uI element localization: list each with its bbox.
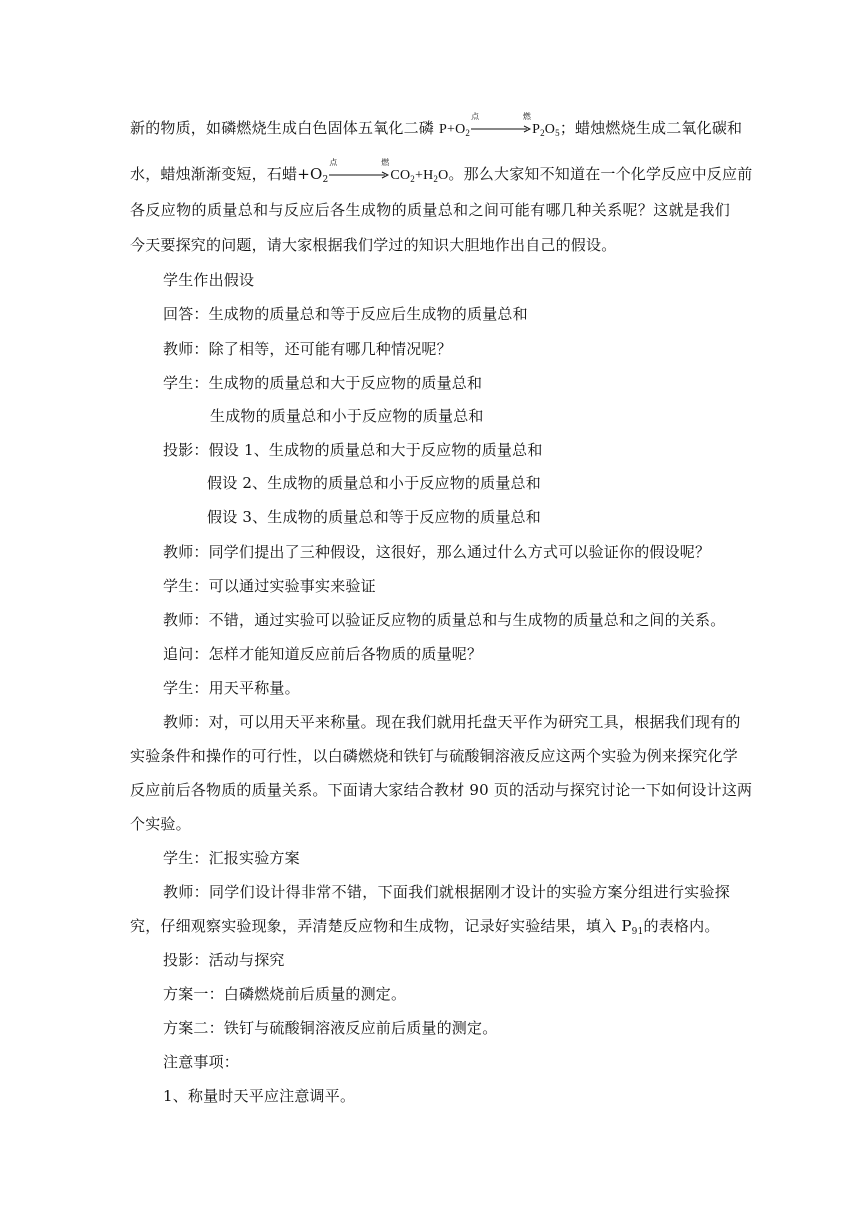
text-line: 今天要探究的问题，请大家根据我们学过的知识大胆地作出自己的假设。 [130, 236, 617, 254]
text-line: 投影：活动与探究 [163, 951, 285, 969]
text-segment: 水，蜡烛渐渐变短，石蜡+O [130, 165, 323, 183]
text-line: 追问：怎样才能知道反应前后各物质的质量呢？ [163, 645, 483, 663]
text-line: 反应前后各物质的质量关系。下面请大家结合教材 90 页的活动与探究讨论一下如何设计这两 [130, 781, 753, 799]
text-line: 方案一：白磷燃烧前后质量的测定。 [163, 985, 407, 1003]
arrow-icon [471, 125, 531, 133]
arrow-icon [329, 171, 389, 179]
text-line: 水，蜡烛渐渐变短，石蜡$+O_2$ 点燃 $CO_2+H_2O$。那么大家知不知道在一个化学反应中反应前 [130, 158, 753, 185]
text-line: 教师：同学们设计得非常不错，下面我们就根据刚才设计的实验方案分组进行实验探 [163, 883, 730, 901]
reaction-arrow [471, 112, 532, 135]
text-segment: 。那么大家知不知道在一个化学反应中反应前 [448, 165, 753, 183]
text-line: 投影：假设 1、生成物的质量总和大于反应物的质量总和 [163, 441, 543, 459]
text-line: 方案二：铁钉与硫酸铜溶液反应前后质量的测定。 [163, 1019, 498, 1037]
text-line: 生成物的质量总和小于反应物的质量总和 [210, 407, 484, 425]
text-line: 教师：对，可以用天平来称量。现在我们就用托盘天平作为研究工具，根据我们现有的 [163, 713, 741, 731]
text-line: 教师：除了相等，还可能有哪几种情况呢？ [163, 340, 452, 358]
reaction-arrow [329, 158, 390, 181]
chem-formula: $P+O_2$ [438, 122, 471, 138]
text-segment: 新的物质，如磷燃烧生成白色固体五氧化二磷 [130, 119, 439, 137]
text-line [130, 112, 743, 141]
text-line: 回答：生成物的质量总和等于反应后生成物的质量总和 [163, 305, 528, 323]
text-line: 教师：同学们提出了三种假设，这很好，那么通过什么方式可以验证你的假设呢？ [163, 543, 711, 561]
text-line: 个实验。 [130, 815, 191, 833]
text-line: 各反应物的质量总和与反应后各生成物的质量总和之间可能有哪几种关系呢？这就是我们 [130, 201, 730, 219]
text-line: 假设 2、生成物的质量总和小于反应物的质量总和 [207, 474, 541, 492]
text-line: 1、称量时天平应注意调平。 [163, 1087, 356, 1105]
text-line: 教师：不错，通过实验可以验证反应物的质量总和与生成物的质量总和之间的关系。 [163, 611, 726, 629]
text-segment: 究，仔细观察实验现象，弄清楚反应物和生成物，记录好实验结果，填入 P [130, 917, 632, 935]
text-segment: 的表格内。 [643, 917, 720, 935]
text-line: 学生：汇报实验方案 [163, 849, 300, 867]
reaction-condition: 点燃 [329, 158, 390, 167]
text-line: 学生：生成物的质量总和大于反应物的质量总和 [163, 374, 483, 392]
text-line: 究，仔细观察实验现象，弄清楚反应物和生成物，记录好实验结果，填入 $P_{91}$的表格内。 [130, 917, 720, 937]
chem-formula: $P_2O_5$ [532, 122, 560, 138]
text-segment: ；蜡烛燃烧生成二氧化碳和 [559, 119, 743, 137]
chem-formula: $CO_2+H_2O$ [390, 168, 449, 184]
text-line: 学生作出假设 [163, 271, 255, 289]
text-line: 注意事项： [163, 1053, 240, 1071]
text-line: 学生：可以通过实验事实来验证 [163, 577, 376, 595]
text-line: 实验条件和操作的可行性，以白磷燃烧和铁钉与硫酸铜溶液反应这两个实验为例来探究化学 [130, 747, 739, 765]
text-line: 假设 3、生成物的质量总和等于反应物的质量总和 [207, 508, 541, 526]
text-line: 学生：用天平称量。 [163, 679, 300, 697]
reaction-condition: 点燃 [471, 112, 532, 121]
